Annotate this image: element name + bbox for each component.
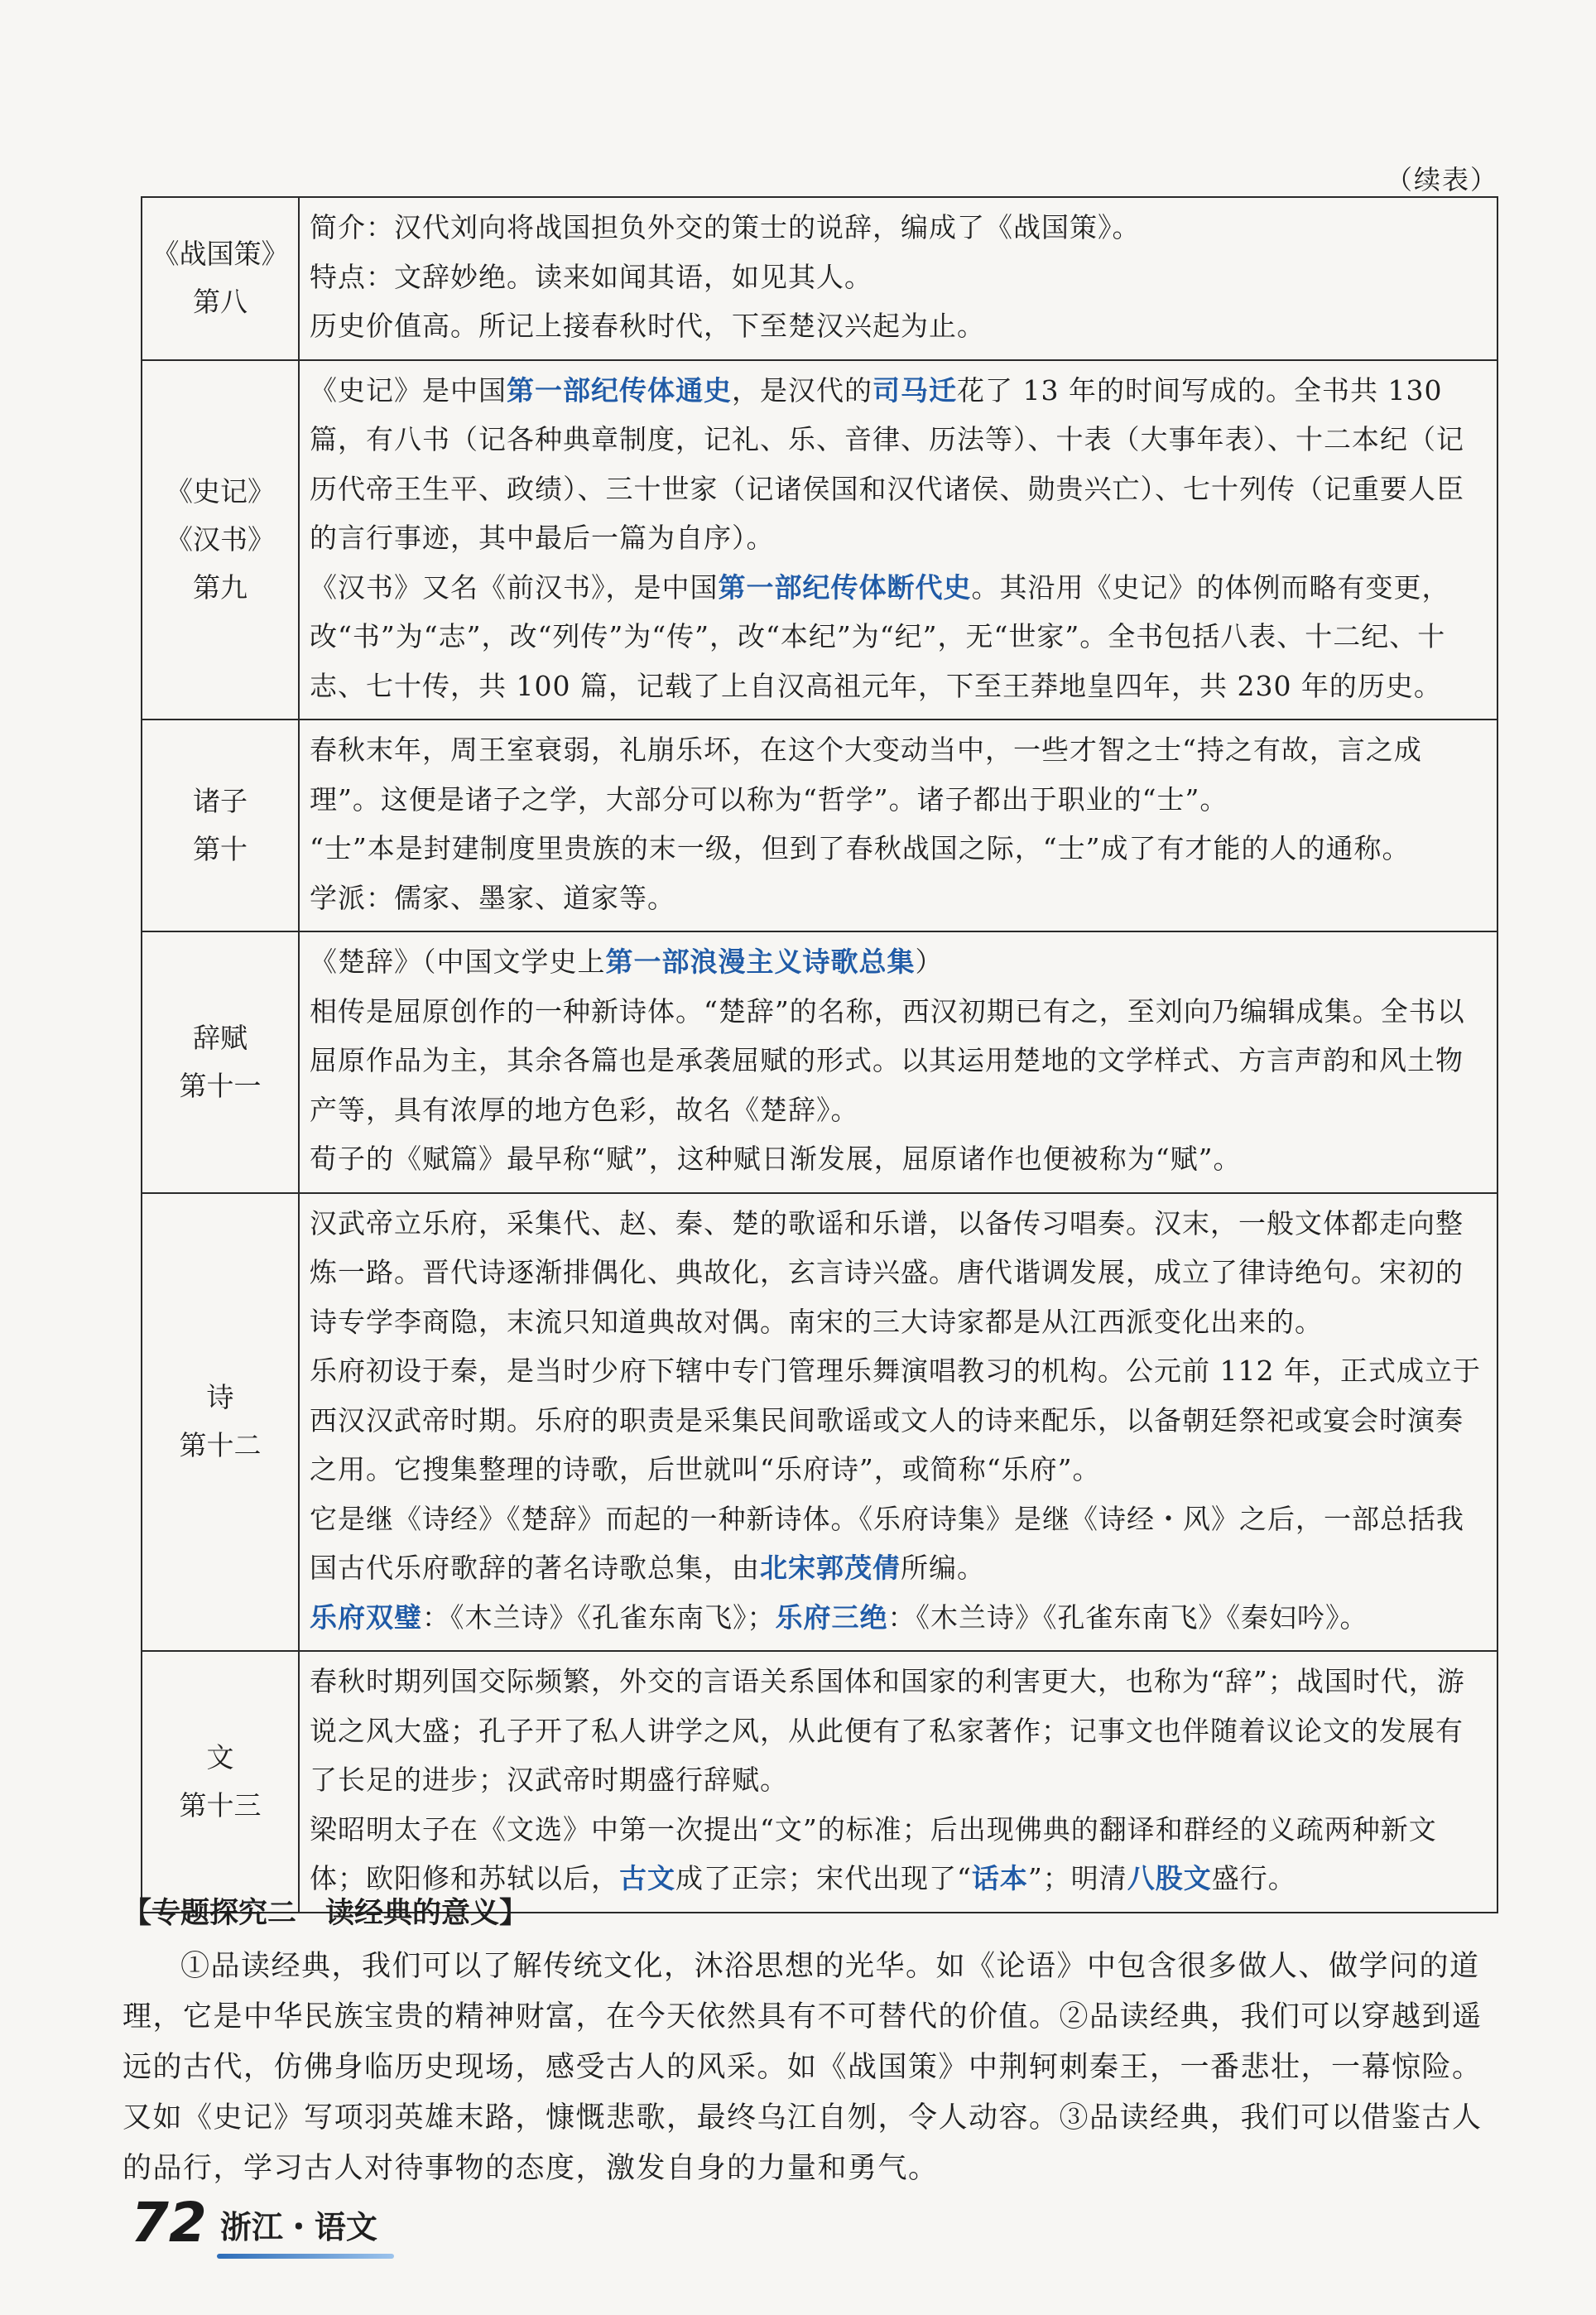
- table-row: [142, 1193, 1497, 1652]
- text-segment: 《楚辞》（中国文学史上: [310, 946, 606, 978]
- highlight-term: 北宋郭茂倩: [760, 1552, 901, 1584]
- text-segment: ”；明清: [1027, 1862, 1127, 1894]
- heading-line: 诗: [206, 1381, 234, 1414]
- literature-table: [141, 196, 1498, 1913]
- heading-line: 《史记》《汉书》: [166, 474, 275, 556]
- heading-line: 诸子: [193, 785, 248, 817]
- text-segment: 简介：汉代刘向将战国担负外交的策士的说辞，编成了《战国策》。: [310, 211, 1141, 243]
- row-paragraph: [310, 1494, 1485, 1593]
- highlight-term: 第一部纪传体断代史: [718, 570, 972, 604]
- section-body: ①品读经典，我们可以了解传统文化，沐浴思想的光华。如《论语》中包含很多做人、做学问的道理，它是中华民族宝贵的精神财富，在今天依然具有不可替代的价值。②品读经典，我们可以穿越到遥远的古代，仿佛身临历史现场，感受古人的风采。如《战国策》中荆轲刺秦王，一番悲壮，一幕惊险。又如《史记》写项羽英雄末路，慷慨悲歌，最终乌江自刎，令人动容。③品读经典，我们可以借鉴古人的品行，学习古人对待事物的态度，激发自身的力量和勇气。: [123, 1950, 1483, 2185]
- row-paragraph: [310, 1593, 1485, 1643]
- text-segment: 成了正宗；宋代出现了“: [675, 1862, 972, 1894]
- text-segment: 汉武帝立乐府，采集代、赵、秦、楚的歌谣和乐谱，以备传习唱奏。汉末，一般文体都走向整炼一路。晋代诗逐渐排偶化、典故化，玄言诗兴盛。唐代谐调发展，成立了律诗绝句。宋初的诗专学李商隐，末流只知道典故对偶。南宋的三大诗家都是从江西派变化出来的。: [310, 1206, 1464, 1338]
- table-row: [142, 360, 1497, 720]
- row-paragraph: [310, 1657, 1485, 1805]
- row-paragraph: [310, 1134, 1485, 1184]
- text-segment: ：《木兰诗》《孔雀东南飞》；: [422, 1600, 776, 1634]
- section-title: 【专题探究二 读经典的意义】: [123, 1897, 529, 1930]
- text-segment: 荀子的《赋篇》最早称“赋”，这种赋日渐发展，屈原诸作也便被称为“赋”。: [310, 1143, 1242, 1175]
- row-paragraph: [310, 1199, 1485, 1347]
- page-number: 72: [131, 2191, 207, 2255]
- highlight-term: 话本: [971, 1862, 1028, 1894]
- text-segment: 盛行。: [1211, 1862, 1296, 1894]
- text-segment: 春秋时期列国交际频繁，外交的言语关系国体和国家的利害更大，也称为“辞”；战国时代，游说之风大盛；孔子开了私人讲学之风，从此便有了私家著作；记事文也伴随着议论文的发展有了长足的进步；汉武帝时期盛行辞赋。: [310, 1665, 1465, 1796]
- table-row: [142, 1651, 1497, 1913]
- row-content: [299, 931, 1497, 1193]
- text-segment: 历史价值高。所记上接春秋时代，下至楚汉兴起为止。: [310, 310, 985, 342]
- row-content: [299, 197, 1497, 360]
- heading-line: 第八: [193, 286, 248, 319]
- heading-line: 第十: [193, 833, 248, 865]
- row-heading: [142, 1193, 299, 1652]
- text-segment: 花了 13 年的时间写成的。全书共 130 篇，有八书（记各种典章制度，记礼、乐、音律、历法等）、十表（大事年表）、十二本纪（记历代帝王生平、政绩）、三十世家（记诸侯国和汉代诸侯、勋贵兴亡）、七十列传（记重要人臣的言行事迹，其中最后一篇为自序）。: [310, 373, 1464, 554]
- heading-line: 第十三: [179, 1788, 262, 1822]
- table-row: [142, 197, 1497, 360]
- row-content: [299, 360, 1497, 720]
- row-heading: [142, 931, 299, 1193]
- highlight-term: 第一部浪漫主义诗歌总集: [605, 946, 916, 978]
- row-paragraph: [310, 1346, 1485, 1494]
- highlight-term: 八股文: [1127, 1862, 1212, 1894]
- heading-line: 《战国策》: [151, 238, 289, 271]
- row-content: [299, 720, 1497, 931]
- continued-label: （续表）: [1385, 164, 1498, 195]
- text-segment: 它是继《诗经》《楚辞》而起的一种新诗体。《乐府诗集》是继《诗经・风》之后，一部总括我国古代乐府歌辞的著名诗歌总集，由: [310, 1502, 1464, 1584]
- text-segment: 相传是屈原创作的一种新诗体。“楚辞”的名称，西汉初期已有之，至刘向乃编辑成集。全书以屈原作品为主，其余各篇也是承袭屈赋的形式。以其运用楚地的文学样式、方言声韵和风土物产等，具有浓厚的地方色彩，故名《楚辞》。: [310, 994, 1465, 1126]
- text-segment: 春秋末年，周王室衰弱，礼崩乐坏，在这个大变动当中，一些才智之士“持之有故，言之成理”。这便是诸子之学，大部分可以称为“哲学”。诸子都出于职业的“士”。: [310, 734, 1422, 816]
- text-segment: ，是汉代的: [732, 373, 873, 407]
- row-content: [299, 1651, 1497, 1913]
- highlight-term: 乐府三绝: [775, 1600, 888, 1634]
- row-paragraph: [310, 874, 1485, 923]
- heading-line: 第十一: [179, 1069, 262, 1102]
- row-paragraph: [310, 253, 1485, 302]
- row-heading: [142, 197, 299, 360]
- text-segment: 所编。: [901, 1552, 985, 1584]
- row-paragraph: [310, 366, 1485, 563]
- text-segment: 《汉书》又名《前汉书》，是中国: [310, 570, 719, 604]
- heading-line: 第九: [193, 570, 248, 604]
- row-heading: [142, 720, 299, 931]
- page-footer: [131, 2191, 377, 2255]
- row-content: [299, 1193, 1497, 1652]
- text-segment: “士”本是封建制度里贵族的末一级，但到了春秋战国之际，“士”成了有才能的人的通称。: [310, 832, 1411, 864]
- text-segment: ：《木兰诗》《孔雀东南飞》《秦妇吟》。: [887, 1600, 1368, 1634]
- highlight-term: 司马迁: [873, 373, 957, 407]
- highlight-term: 乐府双璧: [310, 1600, 422, 1634]
- table-row: [142, 720, 1497, 931]
- text-segment: 学派：儒家、墨家、道家等。: [310, 881, 675, 914]
- table-row: [142, 931, 1497, 1193]
- highlight-term: 第一部纪传体通史: [507, 373, 732, 407]
- row-paragraph: [310, 203, 1485, 253]
- row-paragraph: [310, 987, 1485, 1135]
- row-heading: [142, 1651, 299, 1913]
- heading-line: 辞赋: [193, 1021, 248, 1054]
- highlight-term: 古文: [619, 1862, 675, 1894]
- text-segment: 。其沿用《史记》的体例而略有变更，改“书”为“志”，改“列传”为“传”，改“本纪”为“纪”，无“世家”。全书包括八表、十二纪、十志、七十传，共 100 篇，记载了上自汉高祖元年，下至王莽地皇四年，共 230 年的历史。: [310, 570, 1450, 702]
- topic-section: [123, 1890, 1505, 2194]
- row-paragraph: [310, 1805, 1485, 1903]
- row-paragraph: [310, 301, 1485, 351]
- row-paragraph: [310, 824, 1485, 874]
- heading-line: 第十二: [179, 1429, 262, 1462]
- text-segment: ）: [915, 946, 944, 978]
- heading-line: 文: [206, 1740, 234, 1774]
- row-paragraph: [310, 725, 1485, 824]
- text-segment: 特点：文辞妙绝。读来如闻其语，如见其人。: [310, 260, 873, 293]
- row-paragraph: [310, 563, 1485, 711]
- text-segment: 《史记》是中国: [310, 373, 507, 407]
- footer-label: 浙江・语文: [220, 2202, 377, 2250]
- text-segment: 乐府初设于秦，是当时少府下辖中专门管理乐舞演唱教习的机构。公元前 112 年，正式成立于西汉汉武帝时期。乐府的职责是采集民间歌谣或文人的诗来配乐，以备朝廷祭祀或宴会时演奏之用。它搜集整理的诗歌，后世就叫“乐府诗”，或简称“乐府”。: [310, 1355, 1481, 1485]
- row-paragraph: [310, 937, 1485, 987]
- row-heading: [142, 360, 299, 720]
- text-segment: 梁昭明太子在《文选》中第一次提出“文”的标准；后出现佛典的翻译和群经的义疏两种新文体；欧阳修和苏轼以后，: [310, 1812, 1437, 1894]
